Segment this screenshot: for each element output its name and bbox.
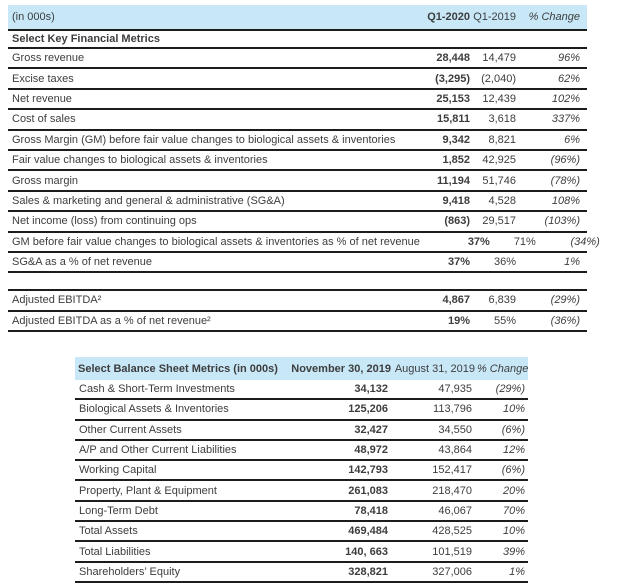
table2-col-pct-change: % Change	[476, 362, 529, 375]
table-row	[8, 312, 587, 332]
table-row	[75, 461, 528, 481]
row-pct-change: 1%	[564, 256, 580, 269]
row-value-nov-2019: 125,206	[348, 403, 388, 416]
row-value-aug-2019: 43,864	[438, 444, 472, 457]
row-value-aug-2019: 101,519	[432, 545, 472, 558]
row-value-q1-2020: 37%	[467, 235, 490, 248]
row-value-q1-2020: 19%	[447, 314, 470, 327]
table-row	[75, 421, 528, 441]
row-value-q1-2019: 51,746	[482, 174, 516, 187]
row-value-aug-2019: 152,417	[432, 464, 472, 477]
table-row	[8, 233, 600, 253]
row-value-q1-2020: 15,811	[436, 113, 470, 126]
table-row	[75, 502, 528, 522]
table-row	[8, 171, 587, 191]
table2-col-aug-31-2019: August 31, 2019	[394, 362, 475, 375]
row-value-aug-2019: 327,006	[432, 565, 472, 578]
table-row	[8, 151, 587, 171]
table-row	[75, 400, 528, 420]
row-value-nov-2019: 328,821	[348, 565, 388, 578]
row-value-q1-2019: 8,821	[488, 133, 516, 146]
row-label: Fair value changes to biological assets & inventories	[12, 154, 268, 167]
table1-col-pct-change: % Change	[528, 11, 580, 23]
row-value-q1-2019: 71%	[513, 235, 536, 248]
table-row	[8, 291, 587, 311]
row-value-q1-2020: (3,295)	[435, 72, 470, 85]
row-value-q1-2020: 4,867	[442, 294, 470, 307]
row-pct-change: 1%	[509, 565, 525, 578]
table-row	[8, 69, 587, 89]
table-row	[8, 49, 587, 69]
row-value-aug-2019: 46,067	[438, 504, 472, 517]
row-label: Gross Margin (GM) before fair value changes to biological assets & inventories	[12, 133, 396, 146]
table-row	[75, 563, 528, 583]
row-value-aug-2019: 428,525	[432, 525, 472, 538]
row-label: Property, Plant & Equipment	[79, 484, 217, 497]
row-pct-change: 108%	[551, 194, 580, 207]
row-label: Working Capital	[79, 464, 157, 477]
row-value-aug-2019: 47,935	[438, 383, 472, 396]
spacer-row	[8, 273, 587, 291]
row-label: Cash & Short-Term Investments	[79, 383, 235, 396]
table-row	[75, 522, 528, 542]
row-value-aug-2019: 218,470	[432, 484, 472, 497]
row-value-nov-2019: 261,083	[348, 484, 388, 497]
row-value-q1-2019: 6,839	[488, 294, 516, 307]
key-financial-metrics-table	[8, 5, 600, 332]
row-label: Long-Term Debt	[79, 504, 158, 517]
table1-units-label: (in 000s)	[12, 11, 55, 23]
table-row	[75, 441, 528, 461]
row-label: Sales & marketing and general & administrative (SG&A)	[12, 194, 285, 207]
row-pct-change: (34%)	[570, 235, 600, 248]
row-label: Gross revenue	[12, 52, 85, 65]
row-value-aug-2019: 113,796	[433, 403, 472, 416]
row-value-q1-2020: 37%	[447, 256, 470, 269]
table1-col-q1-2020: Q1-2020	[427, 11, 470, 23]
row-label: Net income (loss) from continuing ops	[12, 215, 197, 228]
table-row	[8, 131, 587, 151]
row-label: Adjusted EBITDA²	[12, 294, 102, 307]
row-value-aug-2019: 34,550	[438, 423, 472, 436]
balance-sheet-metrics-table	[75, 357, 528, 583]
row-value-nov-2019: 32,427	[354, 423, 388, 436]
row-value-q1-2019: 55%	[493, 314, 516, 327]
table2-body	[75, 380, 528, 583]
row-label: Total Liabilities	[79, 545, 151, 558]
row-pct-change: 102%	[551, 92, 580, 105]
row-pct-change: 96%	[557, 52, 580, 65]
row-pct-change: (29%)	[495, 383, 525, 396]
row-label: Adjusted EBITDA as a % of net revenue²	[12, 314, 211, 327]
row-pct-change: (29%)	[550, 294, 580, 307]
table1-body	[8, 49, 600, 273]
table1-ebitda-block	[8, 291, 587, 332]
row-label: Net revenue	[12, 92, 72, 105]
row-pct-change: (6%)	[501, 423, 525, 436]
row-label: A/P and Other Current Liabilities	[79, 444, 237, 457]
table1-col-q1-2019: Q1-2019	[473, 11, 516, 23]
row-value-q1-2020: 11,194	[436, 174, 470, 187]
table1-section-title: Select Key Financial Metrics	[12, 33, 160, 45]
row-pct-change: 20%	[502, 484, 525, 497]
row-value-q1-2019: (2,040)	[481, 72, 516, 85]
row-value-q1-2019: 4,528	[488, 194, 516, 207]
row-label: Cost of sales	[12, 113, 76, 126]
row-value-nov-2019: 48,972	[354, 444, 388, 457]
row-pct-change: (36%)	[550, 314, 580, 327]
row-value-q1-2019: 42,925	[482, 154, 516, 167]
row-value-q1-2020: 25,153	[436, 92, 470, 105]
row-pct-change: 39%	[502, 545, 525, 558]
table-row	[75, 542, 528, 562]
row-pct-change: 337%	[551, 113, 580, 126]
row-label: Excise taxes	[12, 72, 74, 85]
row-pct-change: 12%	[502, 444, 525, 457]
row-value-q1-2019: 12,439	[482, 92, 516, 105]
row-pct-change: 6%	[564, 133, 580, 146]
row-value-nov-2019: 34,132	[354, 383, 388, 396]
row-value-q1-2019: 29,517	[482, 215, 516, 228]
table-row	[8, 212, 587, 232]
row-value-nov-2019: 469,484	[348, 525, 388, 538]
table-row	[8, 90, 587, 110]
row-pct-change: (6%)	[501, 464, 525, 477]
row-value-nov-2019: 140, 663	[345, 545, 388, 558]
table-row	[75, 380, 528, 400]
row-value-q1-2020: 1,852	[442, 154, 470, 167]
table-row	[8, 192, 587, 212]
row-value-q1-2020: (863)	[444, 215, 470, 228]
table-row	[8, 110, 587, 130]
row-value-q1-2019: 14,479	[482, 52, 516, 65]
row-label: Other Current Assets	[79, 423, 182, 436]
row-pct-change: 10%	[502, 525, 525, 538]
row-label: Total Assets	[79, 525, 138, 538]
row-value-nov-2019: 142,793	[348, 464, 388, 477]
row-value-q1-2020: 9,342	[442, 133, 470, 146]
table2-header-row	[75, 357, 528, 380]
row-value-q1-2020: 9,418	[442, 194, 470, 207]
table2-col-nov-30-2019: November 30, 2019	[291, 362, 391, 375]
row-label: Gross margin	[12, 174, 79, 187]
row-label: Biological Assets & Inventories	[79, 403, 229, 416]
row-value-nov-2019: 78,418	[354, 504, 388, 517]
table2-title: Select Balance Sheet Metrics (in 000s)	[78, 362, 278, 375]
row-label: GM before fair value changes to biological assets & inventories as % of net revenue	[12, 235, 420, 248]
row-pct-change: 70%	[502, 504, 525, 517]
row-pct-change: (103%)	[544, 215, 580, 228]
table-row	[75, 481, 528, 501]
row-value-q1-2019: 36%	[493, 256, 516, 269]
row-value-q1-2020: 28,448	[436, 52, 470, 65]
row-pct-change: 10%	[502, 403, 525, 416]
table1-section-row	[8, 31, 587, 49]
row-value-q1-2019: 3,618	[488, 113, 516, 126]
table1-header-row	[8, 5, 587, 31]
row-pct-change: (78%)	[550, 174, 580, 187]
row-pct-change: 62%	[557, 72, 580, 85]
row-label: Shareholders’ Equity	[79, 565, 181, 578]
row-label: SG&A as a % of net revenue	[12, 256, 153, 269]
table-row	[8, 253, 587, 273]
row-pct-change: (96%)	[550, 154, 580, 167]
